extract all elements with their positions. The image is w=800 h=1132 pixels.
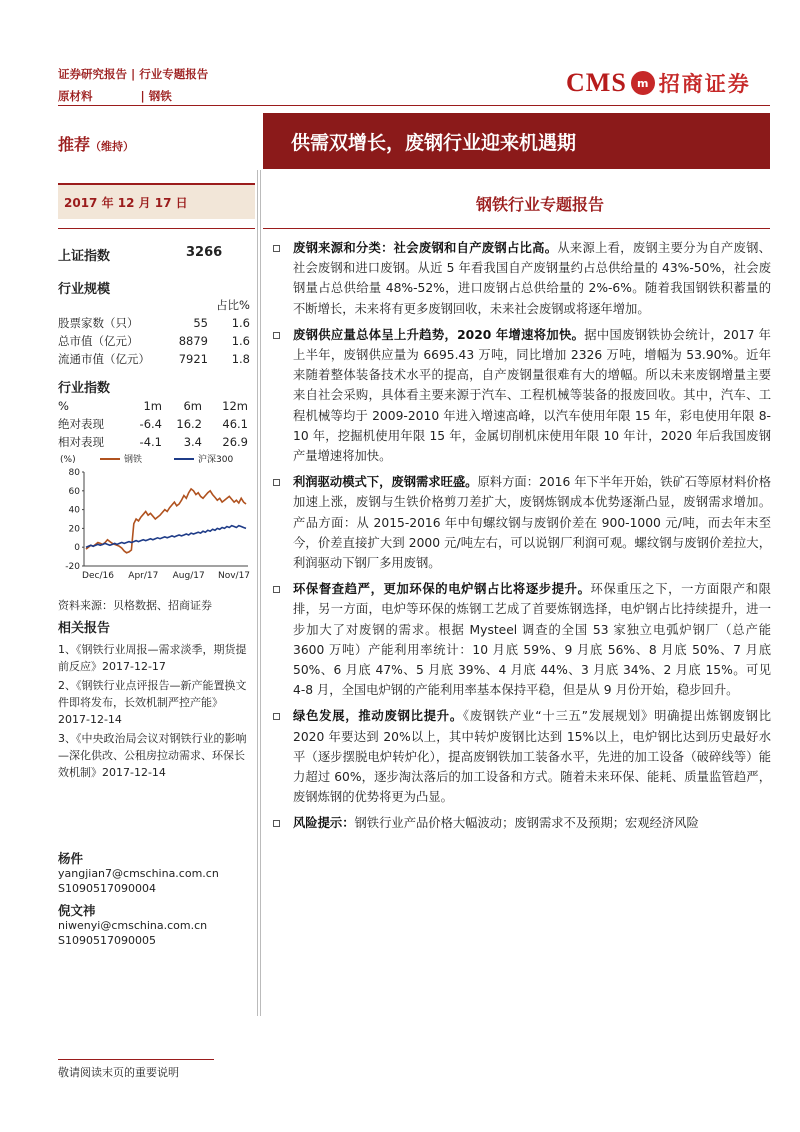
related-title: 相关报告: [58, 621, 111, 636]
index-row: [58, 245, 255, 264]
bullet-head: 绿色发展，推动废钢比提升。: [293, 709, 463, 724]
footer-note: 敬请阅读末页的重要说明: [58, 1066, 179, 1079]
analyst-id: S1090517090005: [58, 934, 156, 947]
perf-value: -6.4: [139, 417, 162, 431]
scale-label: 总市值（亿元）: [58, 334, 139, 348]
chart-unit: (%): [60, 455, 76, 465]
related-reports: [58, 641, 250, 783]
table-row: [58, 433, 248, 451]
analyst-name: 倪文祎: [58, 903, 96, 918]
report-category: 证券研究报告 | 行业专题报告: [58, 67, 209, 81]
scale-title: 行业规模: [58, 282, 111, 297]
y-tick-label: 20: [68, 524, 80, 535]
report-subtitle: 钢铁行业专题报告: [476, 195, 605, 214]
bullet-item: [273, 472, 771, 573]
bullet-item: [273, 325, 771, 466]
y-tick-label: -20: [65, 562, 80, 572]
cms-logo: [566, 68, 751, 98]
logo-badge-icon: m: [631, 71, 655, 95]
analyst-email[interactable]: niwenyi@cmschina.com.cn: [58, 919, 208, 932]
bullet-head: 利润驱动模式下，废钢需求旺盛。: [293, 475, 478, 490]
report-title: 供需双增长，废钢行业迎来机遇期: [263, 113, 770, 169]
x-tick-label: Apr/17: [128, 571, 159, 581]
legend-steel: 钢铁: [124, 455, 143, 465]
analyst-email[interactable]: yangjian7@cmschina.com.cn: [58, 867, 219, 880]
logo-cn-text: 招商证券: [658, 72, 751, 96]
table-row: [58, 332, 250, 350]
left-divider: [58, 228, 255, 229]
bullet-square-icon: [273, 245, 280, 252]
perf-header-row: [58, 397, 248, 415]
x-tick-label: Aug/17: [172, 571, 205, 581]
sector-right: | 钢铁: [140, 89, 172, 103]
related-item[interactable]: 3、《中央政治局会议对钢铁行业的影响—深化供改、公租房拉动需求、环保长效机制》2017-12-14: [58, 732, 247, 779]
index-label: 上证指数: [58, 249, 111, 264]
y-tick-label: 0: [74, 543, 80, 554]
column-divider: [257, 170, 258, 1016]
perf-value: 16.2: [176, 417, 202, 431]
rating-sub: （维持）: [90, 140, 135, 153]
scale-header-row: [58, 296, 250, 314]
scale-pct: 1.8: [231, 352, 250, 366]
bullet-head: 废钢来源和分类：社会废钢和自产废钢占比高。: [293, 241, 558, 255]
legend-hs300: 沪深300: [198, 455, 234, 465]
related-item[interactable]: 2、《钢铁行业点评报告—新产能置换文件即将发布，长效机制严控产能》2017-12-14: [58, 679, 247, 726]
x-tick-label: Nov/17: [217, 571, 251, 581]
scale-share-header: 占比%: [216, 298, 250, 312]
report-body: [273, 238, 771, 840]
bullet-item: [273, 706, 771, 807]
perf-value: 46.1: [222, 417, 248, 431]
perf-header: 6m: [183, 399, 202, 413]
chart-plot-area: [65, 468, 250, 581]
scale-value: 55: [193, 316, 208, 330]
table-row: [58, 350, 250, 368]
bullet-square-icon: [273, 332, 280, 339]
analyst-name: 杨件: [58, 851, 84, 866]
bullet-head: 风险提示：: [293, 816, 355, 831]
data-source: 资料来源：贝格数据、招商证券: [58, 599, 212, 612]
sector-left: 原材料: [58, 89, 93, 103]
bullet-item: [273, 813, 771, 833]
scale-label: 流通市值（亿元）: [58, 352, 150, 366]
subtitle-divider: [263, 228, 770, 229]
y-tick-label: 60: [68, 486, 80, 497]
header-divider: [58, 105, 770, 106]
perf-header: %: [58, 399, 69, 413]
report-date: 2017 年 12 月 17 日: [64, 196, 188, 210]
sector-label: [58, 88, 172, 104]
bullet-text: 《废钢铁产业“十三五”发展规划》明确提出炼钢废钢比 2020 年要达到 20%以上，其中转炉废钢比达到 15%以上，电炉钢比达到历史最好水平（逐步摆脱电炉转炉化），提高废钢铁加工装备水平，先进的加工设备（破碎线等）能力超过 60%，逐步淘汰落后的加工设备和方式。随着未来环保、能耗、质量监管趋严，废钢炼钢的优势将更为凸显。: [293, 709, 771, 805]
series-line-hs300: [86, 526, 246, 548]
perf-value: 26.9: [222, 435, 248, 449]
bullet-head: 废钢供应量总体呈上升趋势，2020 年增速将加快。: [293, 327, 585, 342]
perf-table: [58, 397, 248, 451]
logo-cms-text: CMS: [566, 68, 627, 97]
column-divider-2: [260, 170, 261, 1016]
perf-header: 12m: [222, 399, 248, 413]
bullet-text: 环保重压之下，一方面限产和限排，另一方面，电炉等环保的炼钢工艺成了首要炼钢选择，电炉钢占比持续提升，进一步加大了对废钢的需求。根据 Mysteel 调查的全国 53 家独立电弧炉钢厂（总产能 3600 万吨）产能利用率统计：10 月底 59%、9 月底 56%、8 月底 50%、7 月底 50%、6 月底 47%、5 月底 39%、4 月底 44%、3 月底 34%、2 月底 15%。可见 4-8 月，全国电炉钢的产能利用率基本保持平稳，但是从 9 月份开始，稳步回升。: [293, 582, 771, 698]
scale-label: 股票家数（只）: [58, 316, 139, 330]
y-tick-label: 80: [68, 468, 80, 478]
scale-pct: 1.6: [231, 316, 250, 330]
bullet-text: 原料方面：2016 年下半年开始，铁矿石等原材料价格加速上涨，废钢与生铁价格剪刀差扩大，废钢炼钢成本优势逐渐凸显，废钢需求增加。产品方面：从 2015-2016 年中旬螺纹钢与废钢价差在 900-1000 元/吨，而去年末至今，价差直接扩大到 2000 元/吨左右，可以说钢厂利润可观。螺纹钢与废钢价差拉大，利润驱动下钢厂多用废钢。: [293, 475, 771, 571]
bullet-head: 环保督查趋严，更加环保的电炉钢占比将逐步提升。: [293, 582, 591, 597]
index-value: 3266: [186, 245, 223, 260]
analyst-block: [58, 903, 207, 948]
analyst-id: S1090517090004: [58, 882, 156, 895]
y-tick-label: 40: [68, 505, 80, 516]
perf-label: 绝对表现: [58, 417, 104, 431]
bullet-item: [273, 238, 771, 319]
series-line-steel: [86, 489, 246, 553]
table-row: [58, 415, 248, 433]
perf-title: 行业指数: [58, 381, 111, 396]
perf-value: 3.4: [183, 435, 202, 449]
x-tick-label: Dec/16: [82, 571, 114, 581]
scale-pct: 1.6: [231, 334, 250, 348]
bullet-square-icon: [273, 713, 280, 720]
rating: [58, 132, 134, 155]
bullet-square-icon: [273, 586, 280, 593]
bullet-item: [273, 579, 771, 700]
bullet-square-icon: [273, 820, 280, 827]
scale-table: [58, 296, 250, 368]
perf-header: 1m: [143, 399, 162, 413]
bullet-text: 钢铁行业产品价格大幅波动；废钢需求不及预期；宏观经济风险: [354, 816, 699, 831]
scale-value: 7921: [178, 352, 208, 366]
bullet-text: 据中国废钢铁协会统计，2017 年上半年，废钢供应量为 6695.43 万吨，同比增加 2326 万吨，增幅为 53.90%。近年来随着整体装备技术水平的提高，自产废钢量很难有大的增幅。所以未来废钢增量主要来自社会采购，具体看主要来源于汽车、工程机械等装备的报废回收。其中，汽车、工程机械等均于 2009-2010 年进入增速高峰，以汽车使用年限 15 年，彩电使用年限 8-10 年，挖掘机使用年限 15 年，金属切削机床使用年限 10 年计，2020 年后我国废钢产量增速将加快。: [293, 327, 771, 464]
perf-value: -4.1: [139, 435, 162, 449]
analyst-block: [58, 851, 219, 896]
perf-label: 相对表现: [58, 435, 104, 449]
bullet-square-icon: [273, 479, 280, 486]
related-item[interactable]: 1、《钢铁行业周报—需求淡季，期货提前反应》2017-12-17: [58, 643, 247, 673]
table-row: [58, 314, 250, 332]
index-line-chart: [58, 452, 254, 588]
footer-divider: [58, 1059, 214, 1060]
rating-main: 推荐: [58, 135, 91, 154]
scale-value: 8879: [178, 334, 208, 348]
bullet-text: 从来源上看，废钢主要分为自产废钢、社会废钢和进口废钢。从近 5 年看我国自产废钢量约占总供给量的 43%-50%，社会废钢量占总供给量 48%-52%，进口废钢占总供给量的 2%-6%。随着我国钢铁积蓄量的不断增长，未来将有更多废钢回收，未来社会废钢或将逐年增加。: [293, 241, 771, 316]
